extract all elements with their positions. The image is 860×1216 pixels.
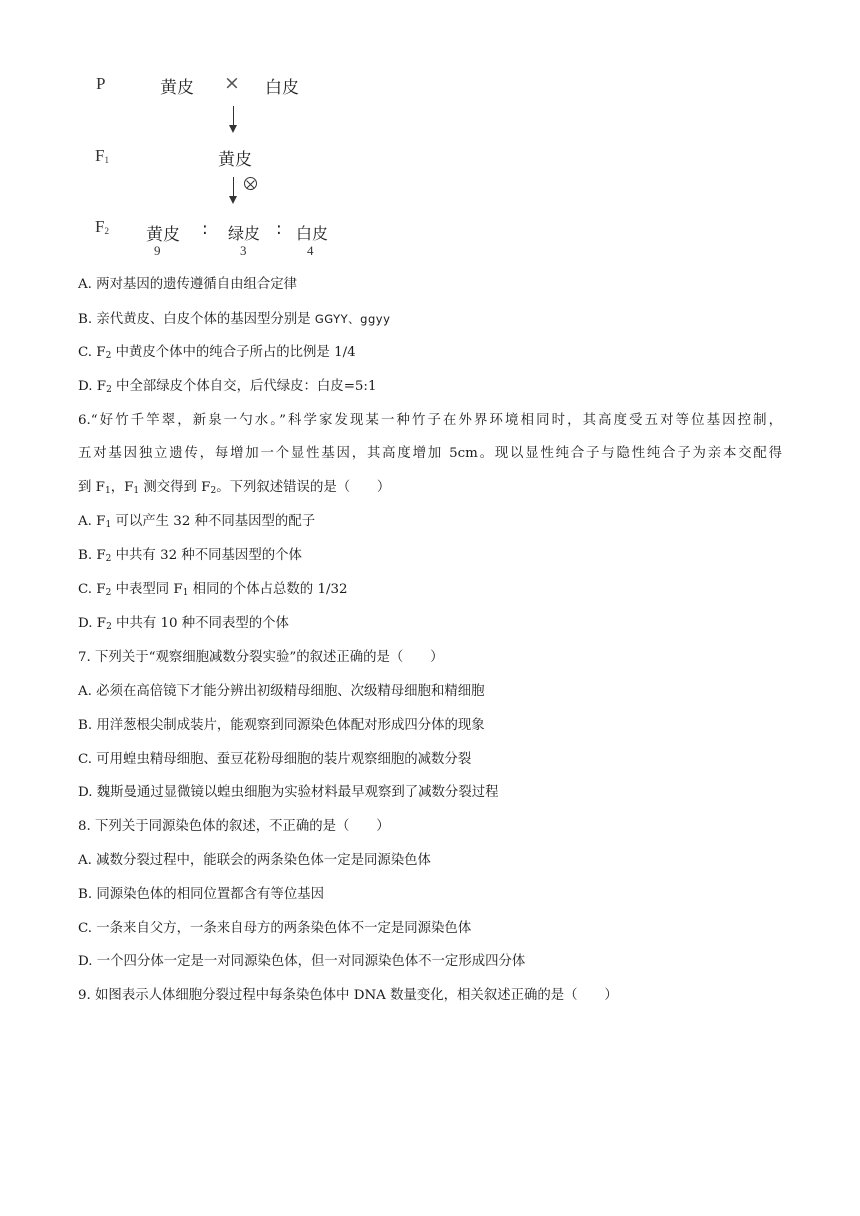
q8-option-c: C. 一条来自父方，一条来自母方的两条染色体不一定是同源染色体 [78, 921, 472, 936]
f2-yellow-phenotype: 黄皮 [146, 225, 180, 245]
p-female-phenotype: 黄皮 [160, 78, 194, 98]
q6-option-a: A. $F_1$ 可以产生 32 种不同基因型的配子 [78, 514, 316, 530]
q7-option-c: C. 可用蝗虫精母细胞、蚕豆花粉母细胞的装片观察细胞的减数分裂 [78, 752, 472, 767]
q6-option-c: C. $F_2$ 中表型同 $F_1$ 相同的个体占总数的 1/32 [78, 582, 348, 598]
ratio-colon: : [202, 219, 208, 239]
q8-option-b: B. 同源染色体的相同位置都含有等位基因 [78, 887, 324, 902]
cross-symbol: × [224, 72, 240, 94]
q7-stem: 7. 下列关于“观察细胞减数分裂实验”的叙述正确的是（ ） [78, 650, 444, 665]
arrow-down-icon [233, 106, 234, 131]
genetic-cross-diagram [0, 0, 860, 270]
q5-option-a: A. 两对基因的遗传遵循自由组合定律 [78, 277, 298, 292]
q8-option-a: A. 减数分裂过程中，能联会的两条染色体一定是同源染色体 [78, 853, 431, 868]
q8-stem: 8. 下列关于同源染色体的叙述，不正确的是（ ） [78, 819, 390, 834]
q7-option-a: A. 必须在高倍镜下才能分辨出初级精母细胞、次级精母细胞和精细胞 [78, 684, 485, 699]
q7-option-b: B. 用洋葱根尖制成装片，能观察到同源染色体配对形成四分体的现象 [78, 718, 485, 733]
q6-stem-line-3: 到 $F_1$，$F_1$ 测交得到 $F_2$。下列叙述错误的是（ ） [78, 480, 391, 496]
q8-option-d: D. 一个四分体一定是一对同源染色体，但一对同源染色体不一定形成四分体 [78, 954, 526, 969]
f2-green-count: 3 [240, 243, 247, 258]
q7-option-d: D. 魏斯曼通过显微镜以蝗虫细胞为实验材料最早观察到了减数分裂过程 [78, 785, 499, 800]
f1-generation-label: $F_1$ [95, 146, 109, 165]
selfing-symbol-icon [244, 177, 257, 190]
arrow-down-icon [233, 177, 234, 202]
f1-phenotype: 黄皮 [218, 150, 252, 170]
q9-stem: 9. 如图表示人体细胞分裂过程中每条染色体中 DNA 数量变化，相关叙述正确的是（ ） [78, 988, 618, 1003]
q5-option-d: D. $F_2$ 中全部绿皮个体自交，后代绿皮：白皮=5:1 [78, 379, 377, 395]
f2-white-phenotype: 白皮 [296, 224, 329, 243]
p-male-phenotype: 白皮 [265, 78, 299, 98]
f2-green-phenotype: 绿皮 [228, 224, 261, 243]
q5-option-b: B. 亲代黄皮、白皮个体的基因型分别是 GGYY、ggyy [78, 312, 391, 327]
f2-yellow-count: 9 [154, 243, 161, 258]
q6-option-b: B. $F_2$ 中共有 32 种不同基因型的个体 [78, 548, 302, 564]
q6-stem-line-1: 6.“好竹千竿翠，新泉一勺水。”科学家发现某一种竹子在外界环境相同时，其高度受五对等位基因控制， [78, 413, 782, 428]
p-generation-label: P [96, 74, 106, 93]
f2-generation-label: $F_2$ [95, 217, 109, 236]
ratio-colon: : [276, 219, 282, 239]
q6-option-d: D. $F_2$ 中共有 10 种不同表型的个体 [78, 616, 289, 632]
f2-white-count: 4 [307, 243, 314, 258]
q6-stem-line-2: 五对基因独立遗传，每增加一个显性基因，其高度增加 5cm。现以显性纯合子与隐性纯合子为亲本交配得 [78, 446, 782, 461]
q5-option-c: C. $F_2$ 中黄皮个体中的纯合子所占的比例是 1/4 [78, 345, 356, 361]
